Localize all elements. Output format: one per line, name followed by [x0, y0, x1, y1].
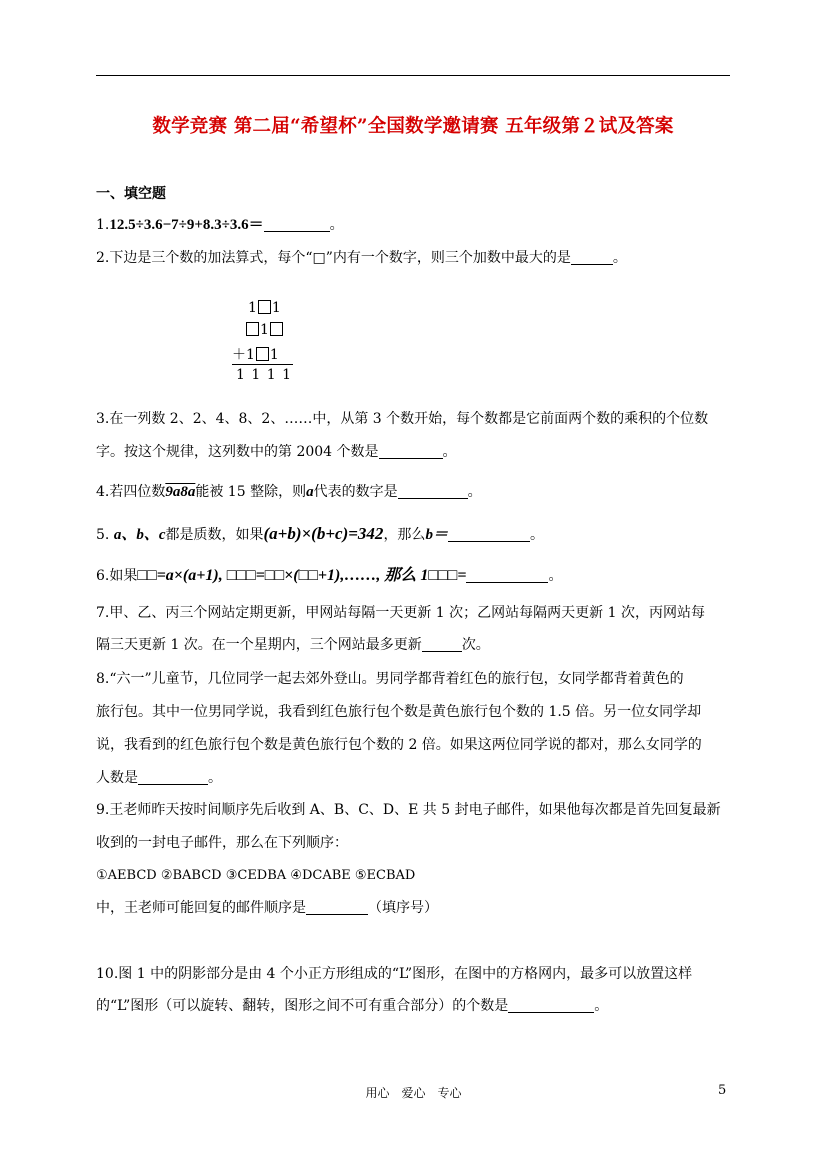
page-number: 5: [718, 1083, 727, 1098]
question-4: 4.若四位数9a8a能被 15 整除，则a代表的数字是 。: [96, 484, 482, 500]
q3-answer-blank: [379, 444, 443, 459]
q5-equation: (a+b)×(b+c)=342: [263, 524, 384, 543]
question-8-line-2: 旅行包。其中一位男同学说，我看到红色旅行包个数是黄色旅行包个数的 1.5 倍。另一位女同学却: [96, 704, 702, 720]
q10-answer-blank: [508, 998, 594, 1013]
q6-expression: □□=a×(a+1), □□□=□□×(□□+1),……, 那么 1□□□=: [137, 567, 467, 584]
question-8-line-1: 8.“六一”儿童节，几位同学一起去郊外登山。男同学都背着红色的旅行包，女同学都背着黄色的: [96, 671, 684, 687]
question-8-line-3: 说，我看到的红色旅行包个数是黄色旅行包个数的 2 倍。如果这两位同学说的都对，那么女同学的: [96, 737, 702, 753]
page-title: 数学竞赛 第二届“希望杯”全国数学邀请赛 五年级第２试及答案: [152, 116, 674, 137]
q6-answer-blank: [466, 568, 548, 583]
header-rule: [96, 75, 730, 76]
q4-four-digit-number: 9a8a: [165, 484, 196, 500]
q1-answer-blank: [264, 217, 330, 232]
question-8-line-4: 人数是 。: [96, 770, 222, 786]
question-10-line-1: 10.图 1 中的阴影部分是由 4 个小正方形组成的“L”图形，在图中的方格网内，最多可以放置这样: [96, 966, 693, 982]
digit-box: [270, 322, 283, 336]
question-6: 6.如果□□=a×(a+1), □□□=□□×(□□+1),……, 那么 1□□□= 。: [96, 567, 563, 584]
q5-answer-blank: [448, 527, 530, 542]
question-9-options: ①AEBCD ②BABCD ③CEDBA ④DCABE ⑤ECBAD: [96, 868, 416, 883]
question-1: 1.12.5÷3.6−7÷9+8.3÷3.6＝ 。: [96, 217, 344, 233]
q1-number: 1.: [96, 217, 110, 233]
q2-text: 2.下边是三个数的加法算式，每个“□”内有一个数字，则三个加数中最大的是: [96, 250, 571, 266]
digit-box: [258, 300, 271, 314]
question-2: 2.下边是三个数的加法算式，每个“□”内有一个数字，则三个加数中最大的是 。: [96, 250, 627, 266]
addition-row-1: 1 1: [248, 300, 281, 316]
question-7-line-2: 隔三天更新 1 次。在一个星期内，三个网站最多更新 次。: [96, 637, 490, 653]
question-5: 5. a、b、c都是质数，如果(a+b)×(b+c)=342，那么b＝ 。: [96, 524, 544, 543]
question-7-line-1: 7.甲、乙、丙三个网站定期更新，甲网站每隔一天更新 1 次；乙网站每隔两天更新 1 次，丙网站每: [96, 605, 705, 621]
addition-row-2: 1: [245, 322, 284, 338]
q8-answer-blank: [138, 770, 208, 785]
question-9-line-2: 收到的一封电子邮件，那么在下列顺序：: [96, 835, 348, 851]
section-heading: 一、填空题: [96, 186, 166, 202]
addition-row-3: ＋1 1: [232, 344, 293, 365]
question-3-line-2: 字。按这个规律，这列数中的第 2004 个数是 。: [96, 444, 457, 460]
addition-sum: 1 1 1 1: [236, 367, 292, 383]
digit-box: [256, 347, 269, 361]
digit-box: [246, 322, 259, 336]
q4-answer-blank: [398, 484, 468, 499]
q1-expression: 12.5÷3.6−7÷9+8.3÷3.6＝: [109, 217, 264, 233]
question-9-line-4: 中，王老师可能回复的邮件顺序是 （填序号）: [96, 900, 438, 916]
page-footer: 用心 爱心 专心: [365, 1086, 462, 1100]
question-9-line-1: 9.王老师昨天按时间顺序先后收到 A、B、C、D、E 共 5 封电子邮件，如果他每次都是首先回复最新: [96, 802, 721, 818]
question-3-line-1: 3.在一列数 2、2、4、8、2、……中，从第 3 个数开始，每个数都是它前面两个数的乘积的个位数: [96, 411, 709, 427]
q2-answer-blank: [571, 250, 613, 265]
q7-answer-blank: [422, 637, 462, 652]
question-10-line-2: 的“L”图形（可以旋转、翻转，图形之间不可有重合部分）的个数是 。: [96, 998, 609, 1014]
q9-answer-blank: [306, 900, 368, 915]
